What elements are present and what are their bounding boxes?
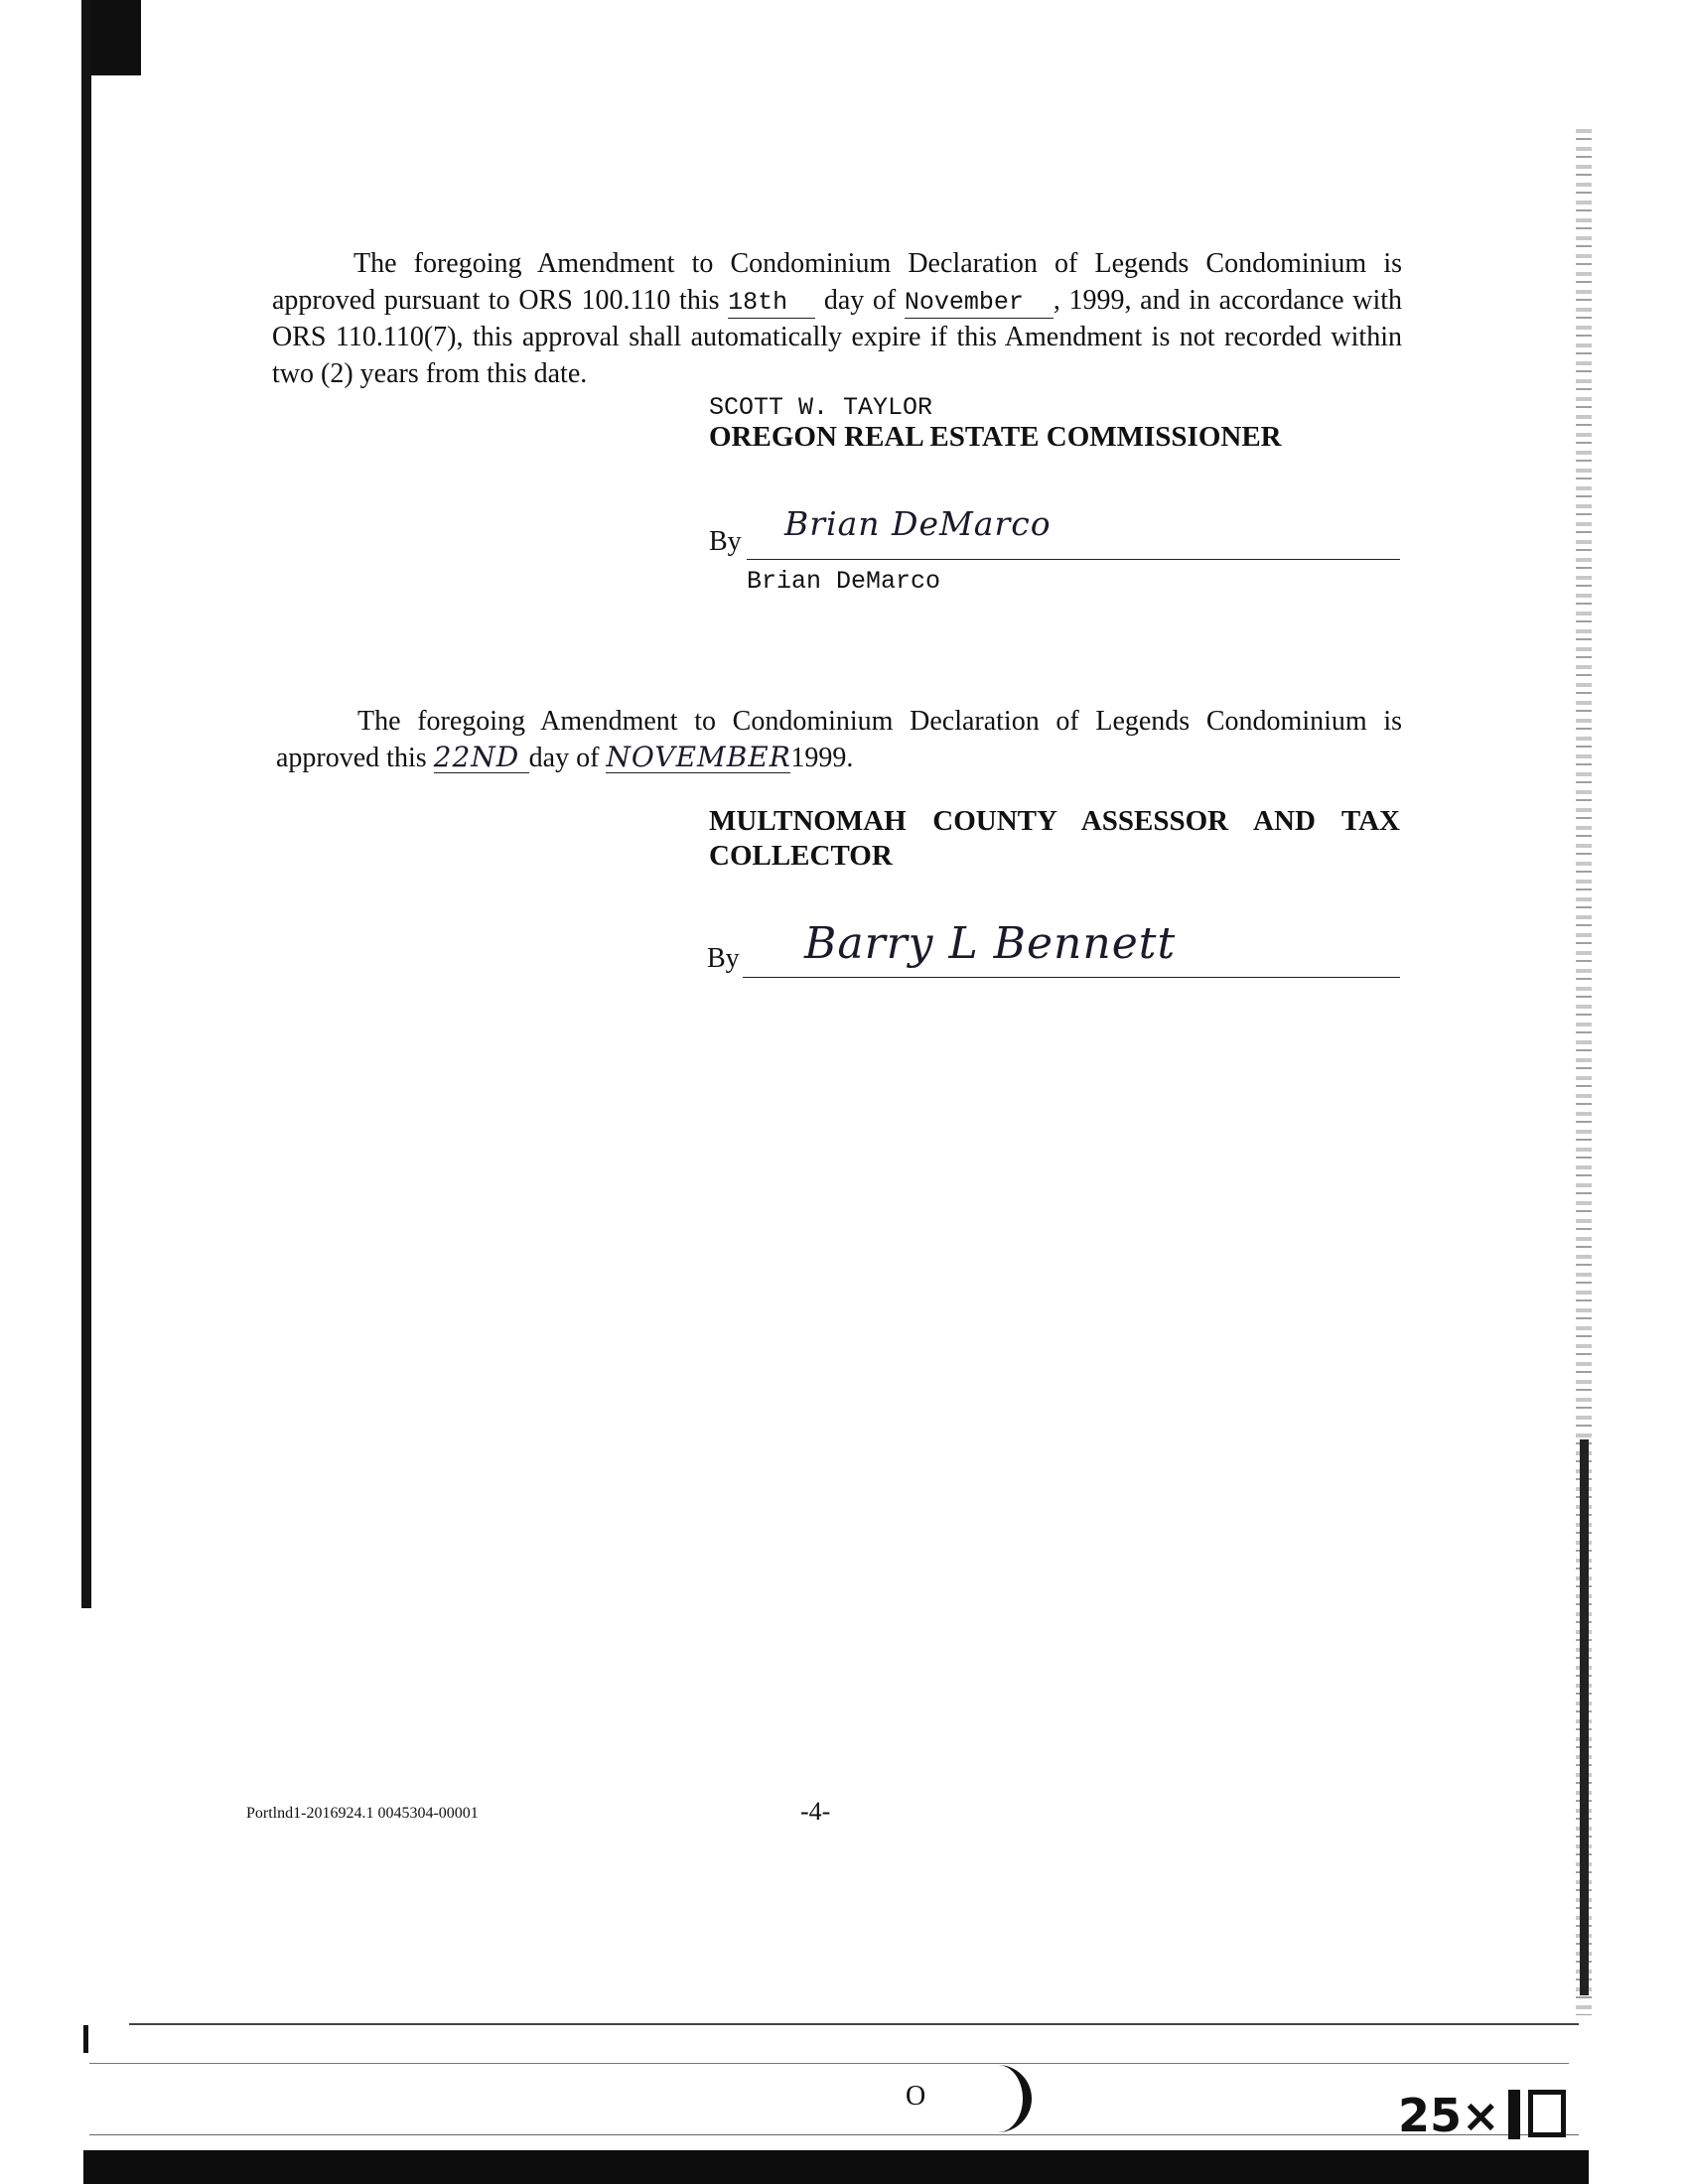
assessor-title-line-1: MULTNOMAH COUNTY ASSESSOR AND TAX [709,805,1400,837]
approval-1-text-start: The foregoing Amendment to Condominium Declaration of Legends Condominium is approved pursuant to ORS 100.110 this [272,248,1402,316]
approval-paragraph-2 [276,703,1402,776]
commissioner-title: OREGON REAL ESTATE COMMISSIONER [709,421,1282,453]
scan-edge-right-dark [1580,1439,1589,1995]
footer-document-id: Portlnd1-2016924.1 0045304-00001 [246,1805,479,1822]
commissioner-name: SCOTT W. TAYLOR [709,393,933,422]
approval-2-day-field: 22ND [434,743,529,773]
scan-edge-corner [85,0,141,75]
scan-edge-left [81,0,91,1608]
scan-circle-mark: O [906,2081,926,2112]
scan-reduction-text: 25× [1398,2089,1500,2142]
commissioner-signature-line [747,559,1400,560]
approval-1-month-field: November [905,288,1054,319]
scan-reduction-mark [1398,2089,1566,2142]
approval-1-day-field: 18th [728,288,815,319]
approval-1-day-of: day of [823,285,897,316]
assessor-signature: Barry L Bennett [804,918,1177,969]
scan-bottom-bar [83,2150,1589,2184]
scan-reduction-box [1528,2090,1566,2137]
approval-1-text-end: , 1999, and in accordance with ORS 110.110(7), this approval shall automatically expire if this Amendment is not recorded within two (2) years from this date. [272,285,1403,389]
approval-2-month-field: NOVEMBER [606,741,791,773]
scan-rule-mid [89,2063,1569,2064]
assessor-signature-line [743,977,1400,978]
scan-bracket-mark [953,2065,1032,2132]
commissioner-signer-name: Brian DeMarco [747,567,941,596]
approval-2-year: 1999. [790,743,854,773]
approval-2-day-of: day of [528,743,600,773]
scan-rule-top [129,2023,1579,2025]
footer-page-number: -4- [800,1797,831,1826]
scan-left-tick [83,2025,88,2053]
approval-2-text-start: The foregoing Amendment to Condominium Declaration of Legends Condominium is approved this [276,706,1402,773]
approval-paragraph-1 [272,245,1402,392]
assessor-by-label: By [707,943,740,974]
assessor-title-line-2: COLLECTOR [709,840,893,872]
scan-reduction-bar [1508,2090,1520,2139]
scan-rule-low [89,2134,1579,2135]
commissioner-signature: Brian DeMarco [784,504,1052,543]
commissioner-by-label: By [709,526,742,557]
